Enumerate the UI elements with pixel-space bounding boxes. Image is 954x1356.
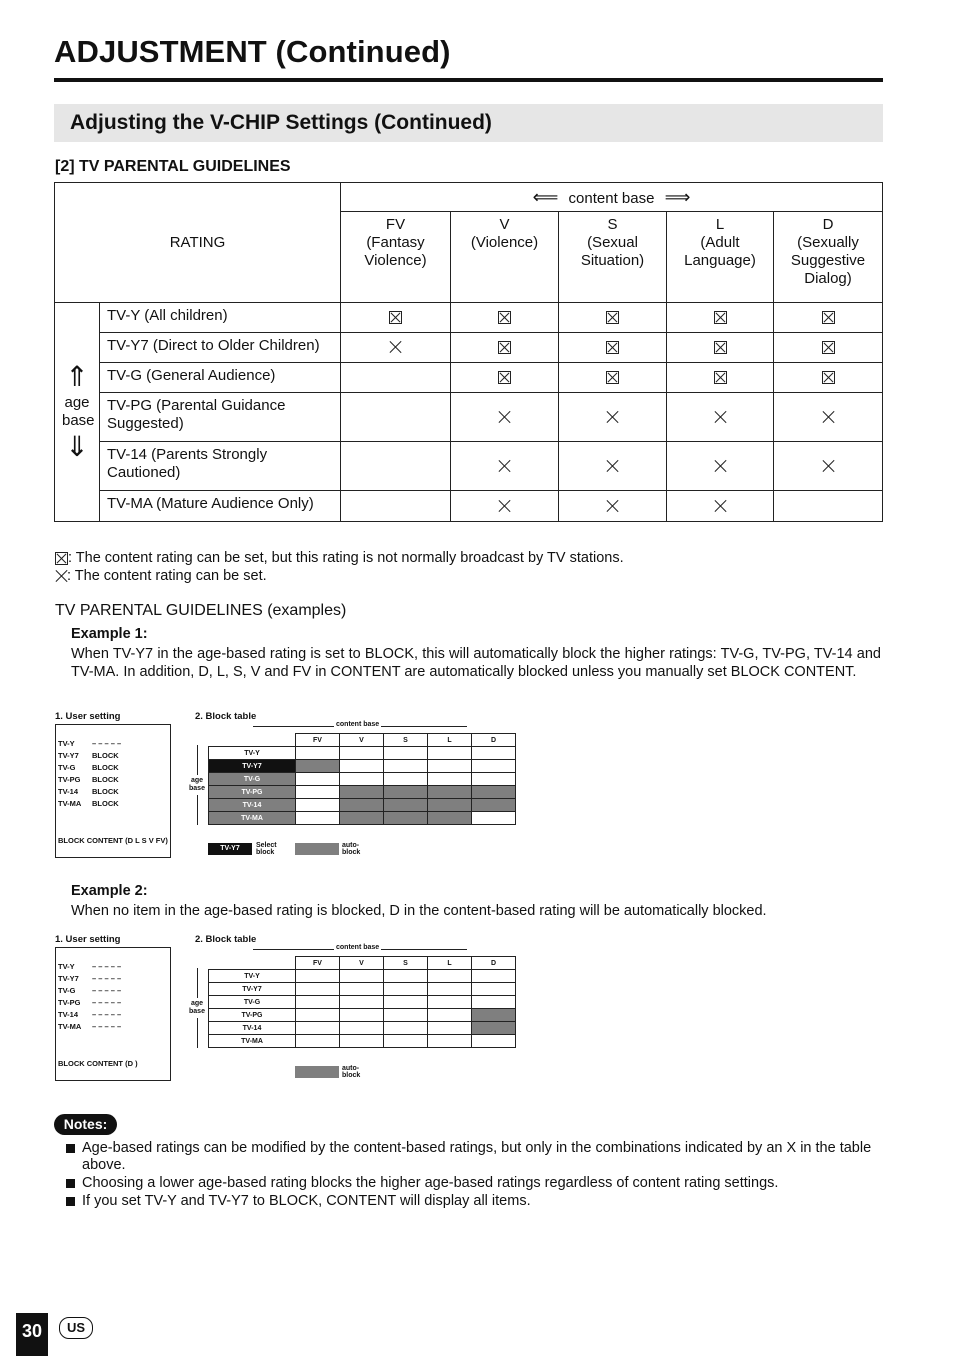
block-cell	[340, 1022, 384, 1035]
rating-cell	[341, 393, 451, 442]
user-setting-row: TV-Y7 BLOCK	[58, 751, 119, 760]
example2-text: When no item in the age-based rating is blocked, D in the content-based rating will be automatically blocked.	[71, 903, 767, 919]
block-cell	[472, 786, 516, 799]
notes-label: Notes:	[54, 1114, 117, 1135]
block-cell	[296, 812, 340, 825]
rating-cell	[559, 442, 667, 491]
block-table	[208, 733, 516, 825]
rating-cell	[559, 303, 667, 333]
block-row-head: TV-14	[209, 799, 296, 812]
block-row-head: TV-G	[209, 996, 296, 1009]
user-setting-label: 1. User setting	[55, 711, 121, 722]
rating-cell	[341, 333, 451, 363]
block-cell	[472, 1035, 516, 1048]
box-x-icon	[55, 552, 68, 565]
content-base-label: content base	[336, 721, 380, 728]
x-icon	[714, 411, 726, 423]
down-arrow-icon: ⇓	[65, 431, 89, 462]
user-setting-box	[55, 947, 171, 1081]
col-v: V (Violence)	[451, 212, 559, 303]
content-base-label: content base	[336, 944, 380, 951]
block-row-head: TV-PG	[209, 1009, 296, 1022]
block-row-head: TV-Y	[209, 970, 296, 983]
user-setting-row: TV-Y7 – – – – –	[58, 974, 122, 983]
block-cell	[384, 1022, 428, 1035]
box-x-icon	[606, 371, 619, 384]
block-cell	[340, 799, 384, 812]
block-cell	[296, 773, 340, 786]
user-setting-row: TV-Y – – – – –	[58, 739, 122, 748]
block-col-head: D	[472, 734, 516, 747]
block-cell	[428, 996, 472, 1009]
page-title: ADJUSTMENT (Continued)	[54, 34, 451, 69]
rating-cell	[667, 363, 774, 393]
block-cell	[340, 747, 384, 760]
rating-cell	[774, 442, 883, 491]
block-cell	[296, 996, 340, 1009]
block-cell	[472, 773, 516, 786]
rating-cell	[667, 442, 774, 491]
block-cell	[428, 1035, 472, 1048]
rating-cell	[667, 393, 774, 442]
region-badge: US	[59, 1317, 93, 1339]
rating-cell	[559, 491, 667, 522]
block-col-head: L	[428, 957, 472, 970]
block-row-head: TV-Y7	[209, 760, 296, 773]
user-setting-row: TV-MA – – – – –	[58, 1022, 122, 1031]
user-setting-row: TV-PG BLOCK	[58, 775, 119, 784]
age-base-arrow	[197, 968, 198, 998]
col-fv: FV (Fantasy Violence)	[341, 212, 451, 303]
block-cell	[384, 1035, 428, 1048]
user-setting-row: TV-Y – – – – –	[58, 962, 122, 971]
block-cell	[296, 1009, 340, 1022]
block-table-label: 2. Block table	[195, 934, 257, 945]
user-setting-row: TV-14 – – – – –	[58, 1010, 122, 1019]
block-col-head: D	[472, 957, 516, 970]
example1-text: When TV-Y7 in the age-based rating is set to BLOCK, this will automatically block the higher ratings: TV-G, TV-PG, TV-14 and TV-MA. In addition, D, L, S, V and FV in CONTENT are automatically blocked unless you manually set BLOCK CONTENT.	[71, 646, 881, 680]
rating-cell	[341, 303, 451, 333]
block-table	[208, 956, 516, 1048]
section-bar	[54, 104, 883, 142]
block-cell	[384, 786, 428, 799]
box-x-icon	[714, 371, 727, 384]
block-cell	[296, 760, 340, 773]
auto-block-sample	[295, 843, 339, 855]
x-icon	[499, 460, 511, 472]
box-x-icon	[714, 311, 727, 324]
block-content-line: BLOCK CONTENT (D )	[58, 1059, 138, 1068]
rating-header: RATING	[55, 183, 341, 303]
block-cell	[384, 1009, 428, 1022]
box-x-icon	[606, 311, 619, 324]
block-row-head: TV-14	[209, 1022, 296, 1035]
block-cell	[384, 812, 428, 825]
block-cell	[428, 799, 472, 812]
bullet-icon	[66, 1179, 75, 1188]
bullet-icon	[66, 1197, 75, 1206]
rating-name: TV-Y (All children)	[100, 303, 341, 333]
block-table-label: 2. Block table	[195, 711, 257, 722]
right-arrow-icon: ⟹	[664, 186, 691, 207]
block-cell	[296, 799, 340, 812]
block-row-head: TV-Y7	[209, 983, 296, 996]
block-row-head: TV-PG	[209, 786, 296, 799]
block-cell	[428, 1009, 472, 1022]
age-base-label: age base	[62, 394, 95, 429]
rating-cell	[451, 393, 559, 442]
block-row-head: TV-MA	[209, 812, 296, 825]
rating-row	[55, 303, 883, 333]
block-cell	[296, 1035, 340, 1048]
block-cell	[296, 1022, 340, 1035]
x-icon	[499, 500, 511, 512]
rating-row	[55, 333, 883, 363]
block-cell	[296, 786, 340, 799]
select-block-label: Select block	[256, 842, 277, 856]
example2-title: Example 2:	[71, 883, 148, 899]
block-content-line: BLOCK CONTENT (D L S V FV)	[58, 836, 168, 845]
block-cell	[340, 1035, 384, 1048]
rating-cell	[667, 333, 774, 363]
block-col-head: FV	[296, 957, 340, 970]
age-base-label: age base	[189, 777, 205, 792]
block-cell	[428, 786, 472, 799]
auto-block-sample	[295, 1066, 339, 1078]
rating-row	[55, 491, 883, 522]
block-cell	[340, 983, 384, 996]
rating-cell	[774, 363, 883, 393]
x-icon	[607, 411, 619, 423]
block-cell	[384, 773, 428, 786]
box-x-icon	[498, 371, 511, 384]
block-row-head: TV-Y	[209, 747, 296, 760]
rating-cell	[451, 363, 559, 393]
age-base-cell	[55, 303, 100, 522]
rating-cell	[451, 303, 559, 333]
bullet-icon	[66, 1144, 75, 1153]
block-cell	[428, 760, 472, 773]
block-cell	[472, 983, 516, 996]
section-title: Adjusting the V-CHIP Settings (Continued)	[70, 111, 492, 134]
box-x-icon	[389, 311, 402, 324]
age-base-arrow	[197, 1018, 198, 1048]
rating-name: TV-G (General Audience)	[100, 363, 341, 393]
note-item: Age-based ratings can be modified by the content-based ratings, but only in the combinations indicated by an X in the table above.	[64, 1140, 879, 1174]
block-cell	[384, 747, 428, 760]
block-cell	[340, 760, 384, 773]
rating-cell	[774, 393, 883, 442]
user-setting-row: TV-PG – – – – –	[58, 998, 122, 1007]
user-setting-row: TV-MA BLOCK	[58, 799, 119, 808]
block-cell	[472, 970, 516, 983]
rating-row	[55, 393, 883, 442]
rating-cell	[451, 333, 559, 363]
rating-name: TV-MA (Mature Audience Only)	[100, 491, 341, 522]
block-cell	[472, 812, 516, 825]
age-base-arrow	[197, 745, 198, 775]
rating-cell	[559, 333, 667, 363]
rating-cell	[774, 303, 883, 333]
block-col-head: L	[428, 734, 472, 747]
rating-name: TV-14 (Parents Strongly Cautioned)	[100, 442, 341, 491]
block-cell	[472, 996, 516, 1009]
user-setting-row: TV-G BLOCK	[58, 763, 119, 772]
block-col-head: FV	[296, 734, 340, 747]
block-cell	[384, 970, 428, 983]
note-item: If you set TV-Y and TV-Y7 to BLOCK, CONTENT will display all items.	[64, 1193, 879, 1210]
block-cell	[472, 747, 516, 760]
left-arrow-icon: ⟸	[532, 186, 559, 207]
block-col-head: S	[384, 734, 428, 747]
block-cell	[428, 812, 472, 825]
user-setting-label: 1. User setting	[55, 934, 121, 945]
title-rule	[54, 78, 883, 82]
x-icon	[607, 500, 619, 512]
select-block-sample: TV-Y7	[208, 843, 252, 855]
block-col-head: V	[340, 734, 384, 747]
auto-block-label: auto- block	[342, 1065, 361, 1079]
block-cell	[384, 983, 428, 996]
block-cell	[428, 1022, 472, 1035]
rating-name: TV-Y7 (Direct to Older Children)	[100, 333, 341, 363]
block-cell	[428, 773, 472, 786]
rating-cell	[341, 442, 451, 491]
example1-title: Example 1:	[71, 626, 148, 642]
box-x-icon	[498, 341, 511, 354]
age-base-label: age base	[189, 1000, 205, 1015]
x-icon	[499, 411, 511, 423]
rating-cell	[451, 442, 559, 491]
col-l: L (Adult Language)	[667, 212, 774, 303]
rating-cell	[774, 333, 883, 363]
rating-row	[55, 363, 883, 393]
x-icon	[822, 411, 834, 423]
rating-cell	[341, 491, 451, 522]
up-arrow-icon: ⇑	[65, 361, 89, 392]
block-cell	[296, 983, 340, 996]
rating-row	[55, 442, 883, 491]
user-setting-box	[55, 724, 171, 858]
user-setting-row: TV-G – – – – –	[58, 986, 122, 995]
rating-cell	[774, 491, 883, 522]
block-cell	[428, 747, 472, 760]
page-number: 30	[16, 1313, 48, 1356]
block-cell	[340, 786, 384, 799]
content-base-header: ⟸ content base ⟹	[341, 183, 883, 212]
rating-cell	[341, 363, 451, 393]
box-x-icon	[606, 341, 619, 354]
block-cell	[340, 970, 384, 983]
col-d: D (Sexually Suggestive Dialog)	[774, 212, 883, 303]
block-cell	[472, 1009, 516, 1022]
block-cell	[340, 1009, 384, 1022]
legend-box-line: : The content rating can be set, but this rating is not normally broadcast by TV stations.	[55, 550, 624, 566]
examples-heading: TV PARENTAL GUIDELINES (examples)	[55, 602, 347, 619]
block-cell	[384, 760, 428, 773]
note-item: Choosing a lower age-based rating blocks the higher age-based ratings regardless of content rating settings.	[64, 1175, 879, 1192]
block-row-head: TV-G	[209, 773, 296, 786]
rating-cell	[559, 363, 667, 393]
col-s: S (Sexual Situation)	[559, 212, 667, 303]
block-col-head: S	[384, 957, 428, 970]
block-cell	[340, 773, 384, 786]
parental-guidelines-table	[54, 182, 883, 522]
box-x-icon	[498, 311, 511, 324]
rating-name: TV-PG (Parental Guidance Suggested)	[100, 393, 341, 442]
user-setting-row: TV-14 BLOCK	[58, 787, 119, 796]
rating-cell	[667, 303, 774, 333]
age-base-arrow	[197, 795, 198, 825]
block-cell	[296, 970, 340, 983]
block-cell	[384, 996, 428, 1009]
legend-x-line: : The content rating can be set.	[55, 568, 267, 584]
block-cell	[472, 799, 516, 812]
rating-cell	[667, 491, 774, 522]
x-icon	[822, 460, 834, 472]
x-icon	[55, 570, 67, 582]
box-x-icon	[714, 341, 727, 354]
box-x-icon	[822, 371, 835, 384]
block-cell	[428, 983, 472, 996]
block-cell	[296, 747, 340, 760]
auto-block-label: auto- block	[342, 842, 361, 856]
subhead: [2] TV PARENTAL GUIDELINES	[55, 158, 291, 175]
block-col-head: V	[340, 957, 384, 970]
block-cell	[384, 799, 428, 812]
block-cell	[340, 812, 384, 825]
block-cell	[472, 760, 516, 773]
box-x-icon	[822, 311, 835, 324]
block-row-head: TV-MA	[209, 1035, 296, 1048]
x-icon	[714, 500, 726, 512]
block-cell	[472, 1022, 516, 1035]
x-icon	[390, 341, 402, 353]
box-x-icon	[822, 341, 835, 354]
x-icon	[607, 460, 619, 472]
rating-cell	[451, 491, 559, 522]
block-cell	[428, 970, 472, 983]
block-cell	[340, 996, 384, 1009]
x-icon	[714, 460, 726, 472]
rating-cell	[559, 393, 667, 442]
